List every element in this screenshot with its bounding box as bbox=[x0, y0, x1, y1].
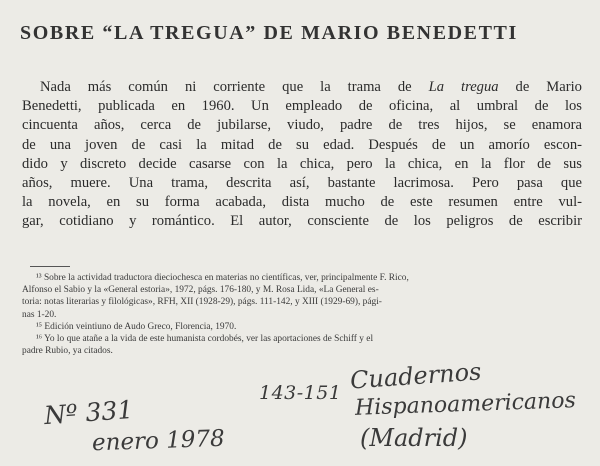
handwritten-publication-line: (Madrid) bbox=[360, 424, 468, 452]
article-body bbox=[22, 78, 582, 232]
body-line: gar, cotidiano y romántico. El autor, consciente de los peligros de escribir bbox=[22, 213, 582, 230]
footnote-line: padre Rubio, ya citados. bbox=[22, 346, 113, 357]
body-line: Nada más común ni corriente que la trama de La tregua de Mario bbox=[40, 79, 582, 95]
footnote bbox=[22, 272, 582, 321]
footnote-line: ¹⁶ Yo lo que atañe a la vida de este humanista cordobés, ver las aportaciones de Schiff y el bbox=[36, 334, 374, 345]
handwritten-publication-line: Cuadernos bbox=[349, 357, 483, 395]
footnote-line: ¹⁵ Edición veintiuno de Audo Greco, Florencia, 1970. bbox=[36, 321, 237, 332]
footnote-divider bbox=[30, 266, 70, 267]
handwritten-date: enero 1978 bbox=[91, 425, 226, 457]
body-line: dido y discreto decide casarse con la chica, pero la chica, en la flor de sus bbox=[22, 155, 582, 172]
footnote bbox=[22, 321, 582, 333]
article-title: SOBRE “LA TREGUA” DE MARIO BENEDETTI bbox=[20, 22, 518, 44]
body-line: cincuenta años, cerca de jubilarse, viudo, padre de tres hijos, se enamora bbox=[22, 117, 582, 134]
handwritten-issue-number: Nº 331 bbox=[43, 394, 135, 431]
footnote-line: Alfonso el Sabio y la «General estoria», 1972, págs. 176-180, y M. Rosa Lida, «La General es- bbox=[22, 285, 379, 296]
body-line: Benedetti, publicada en 1960. Un empleado de oficina, al umbral de los bbox=[22, 98, 582, 115]
footnote-line: toria: notas literarias y filológicas», RFH, XII (1928-29), págs. 111-142, y XIII (1929-69), pági- bbox=[22, 297, 382, 308]
book-title: La tregua bbox=[428, 79, 499, 95]
body-line: la novela, en su forma acabada, dista mucho de este resumen entre vul- bbox=[22, 194, 582, 211]
body-line: años, muere. Una trama, descrita así, bastante lacrimosa. Pero pasa que bbox=[22, 175, 582, 192]
footnote bbox=[22, 333, 582, 357]
body-line: de una joven de casi la mitad de su edad. Después de un amorío escon- bbox=[22, 136, 582, 153]
footnotes bbox=[22, 272, 582, 357]
footnote-line: nas 1-20. bbox=[22, 309, 57, 320]
handwritten-publication-line: Hispanoamericanos bbox=[354, 388, 577, 421]
handwritten-page-range: 143-151 bbox=[259, 382, 342, 404]
footnote-line: ¹³ Sobre la actividad traductora dieciochesca en materias no científicas, ver, principalmente F. Rico, bbox=[36, 273, 409, 283]
